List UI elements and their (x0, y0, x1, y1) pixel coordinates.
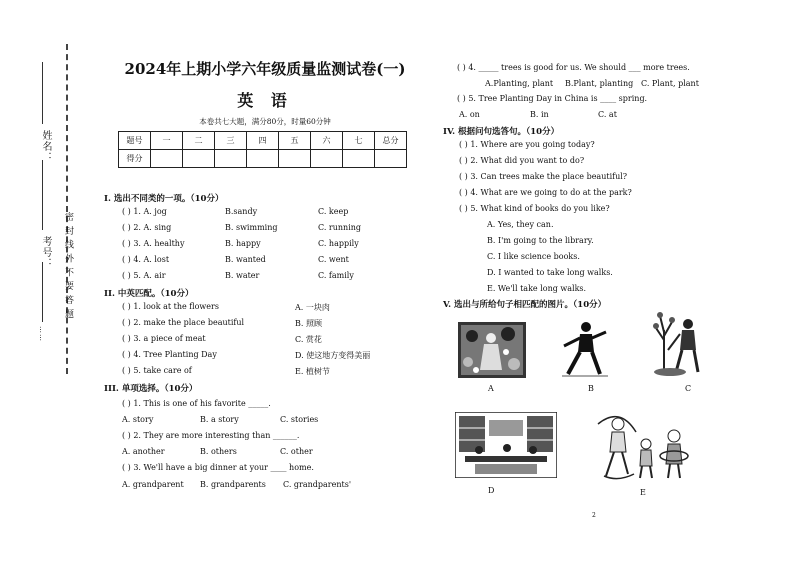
s1-q4-a: ( ) 4. A. lost (122, 255, 170, 264)
s2-a5: E. 植树节 (295, 367, 330, 376)
score-header-cell: 题号 (119, 132, 151, 150)
s3-q4: ( ) 4. _____ trees is good for us. We should ___ more trees. (457, 63, 690, 72)
s1-q1-b: B.sandy (225, 207, 258, 216)
subject-title: 英 语 (237, 91, 293, 110)
s2-a4: D. 使这地方变得美丽 (295, 351, 371, 360)
section1-heading: I. 选出不同类的一项。（10分） (104, 194, 224, 204)
seal-notice: 密 封 线 外 不 要 答 题 (63, 212, 73, 320)
s3-q5-opt: C. at (598, 110, 617, 119)
s3-q1: ( ) 1. This is one of his favorite _____. (122, 399, 271, 408)
s4-answer: D. I wanted to take long walks. (487, 268, 613, 277)
s1-q2-b: B. swimming (225, 223, 278, 232)
s3-q1-opt: C. stories (280, 415, 319, 424)
picture-d-library (455, 412, 557, 478)
s3-q5: ( ) 5. Tree Planting Day in China is ____ spring. (457, 94, 648, 103)
s1-q1-c: C. keep (318, 207, 349, 216)
s3-q2-opt: B. others (200, 447, 237, 456)
exam-note: 本卷共七大题，满分80分，时量60分钟 (199, 117, 331, 126)
score-cell[interactable] (375, 150, 407, 168)
score-cell[interactable] (183, 150, 215, 168)
picture-c-label: C (685, 384, 692, 393)
s2-a2: B. 照顾 (295, 319, 322, 328)
s1-q5-b: B. water (225, 271, 260, 280)
picture-d-label: D (488, 486, 495, 495)
picture-a-flowers (458, 322, 526, 378)
seal-short: …… (38, 326, 46, 342)
s3-q3: ( ) 3. We'll have a big dinner at your ____ home. (122, 463, 314, 472)
score-cell[interactable] (215, 150, 247, 168)
picture-b-exercise (560, 320, 610, 378)
id-blank (42, 160, 43, 230)
s2-q3: ( ) 3. a piece of meat (122, 334, 206, 343)
id-label: 考号： (40, 236, 51, 269)
score-header-cell: 二 (183, 132, 215, 150)
s2-q5: ( ) 5. take care of (122, 366, 192, 375)
page-number: 2 (592, 512, 596, 519)
s3-q3-opt: A. grandparent (122, 480, 184, 489)
s2-a1: A. 一块肉 (295, 303, 330, 312)
score-header-cell: 五 (279, 132, 311, 150)
s3-q2-opt: C. other (280, 447, 313, 456)
score-cell[interactable] (247, 150, 279, 168)
score-table (118, 131, 407, 168)
s2-q1: ( ) 1. look at the flowers (122, 302, 219, 311)
s2-q2: ( ) 2. make the place beautiful (122, 318, 245, 327)
s4-question: ( ) 1. Where are you going today? (459, 140, 595, 149)
picture-e-label: E (640, 488, 646, 497)
picture-e-children-playing (590, 410, 694, 482)
s3-q2: ( ) 2. They are more interesting than ______. (122, 431, 300, 440)
s3-q3-opt: C. grandparents' (283, 480, 352, 489)
s1-q1-a: ( ) 1. A. jog (122, 207, 167, 216)
s3-q5-opt: B. in (530, 110, 549, 119)
exam-title: 2024年上期小学六年级质量监测试卷(一) (124, 60, 406, 78)
s1-q3-c: C. happily (318, 239, 359, 248)
picture-b-label: B (588, 384, 594, 393)
s4-question: ( ) 3. Can trees make the place beautiful? (459, 172, 628, 181)
s1-q3-b: B. happy (225, 239, 261, 248)
score-cell[interactable] (343, 150, 375, 168)
s2-q4: ( ) 4. Tree Planting Day (122, 350, 217, 359)
s3-q1-opt: B. a story (200, 415, 239, 424)
seal-dashed-line (66, 44, 68, 374)
s4-answer: E. We'll take long walks. (487, 284, 587, 293)
section3-heading: III. 单项选择。（10分） (104, 384, 198, 394)
s4-question: ( ) 4. What are we going to do at the park? (459, 188, 632, 197)
id-blank-2 (42, 262, 43, 322)
score-header-row (119, 132, 407, 150)
s4-answer: C. I like science books. (487, 252, 580, 261)
s3-q3-opt: B. grandparents (200, 480, 266, 489)
score-header-cell: 总分 (375, 132, 407, 150)
s4-question: ( ) 2. What did you want to do? (459, 156, 585, 165)
picture-c-planting-tree (650, 310, 706, 378)
s1-q2-c: C. running (318, 223, 362, 232)
s3-q4-opt: C. Plant, plant (641, 79, 699, 88)
s3-q2-opt: A. another (122, 447, 165, 456)
binding-margin (0, 0, 95, 561)
s4-question: ( ) 5. What kind of books do you like? (459, 204, 610, 213)
s4-answer: B. I'm going to the library. (487, 236, 594, 245)
score-header-cell: 一 (151, 132, 183, 150)
score-cell[interactable] (311, 150, 343, 168)
s1-q4-c: C. went (318, 255, 349, 264)
score-cell[interactable] (151, 150, 183, 168)
s1-q2-a: ( ) 2. A. sing (122, 223, 172, 232)
s1-q5-c: C. family (318, 271, 354, 280)
s1-q4-b: B. wanted (225, 255, 266, 264)
score-cell[interactable] (279, 150, 311, 168)
s3-q5-opt: A. on (459, 110, 480, 119)
score-header-cell: 六 (311, 132, 343, 150)
s4-answer: A. Yes, they can. (487, 220, 554, 229)
s3-q4-opt: B.Plant, planting (565, 79, 634, 88)
score-header-cell: 七 (343, 132, 375, 150)
score-row-label: 得分 (119, 150, 151, 168)
s3-q4-opt: A.Planting, plant (485, 79, 554, 88)
s3-q1-opt: A. story (122, 415, 154, 424)
score-header-cell: 三 (215, 132, 247, 150)
s1-q5-a: ( ) 5. A. air (122, 271, 166, 280)
picture-a-label: A (488, 384, 494, 393)
s2-a3: C. 赏花 (295, 335, 322, 344)
section5-heading: V. 选出与所给句子相匹配的图片。（10分） (443, 300, 607, 310)
name-label: 姓名： (40, 130, 51, 163)
score-header-cell: 四 (247, 132, 279, 150)
section4-heading: IV. 根据问句选答句。（10分） (443, 127, 560, 137)
score-value-row (119, 150, 407, 168)
s1-q3-a: ( ) 3. A. healthy (122, 239, 185, 248)
section2-heading: II. 中英匹配。（10分） (104, 289, 194, 299)
name-blank (42, 62, 43, 124)
